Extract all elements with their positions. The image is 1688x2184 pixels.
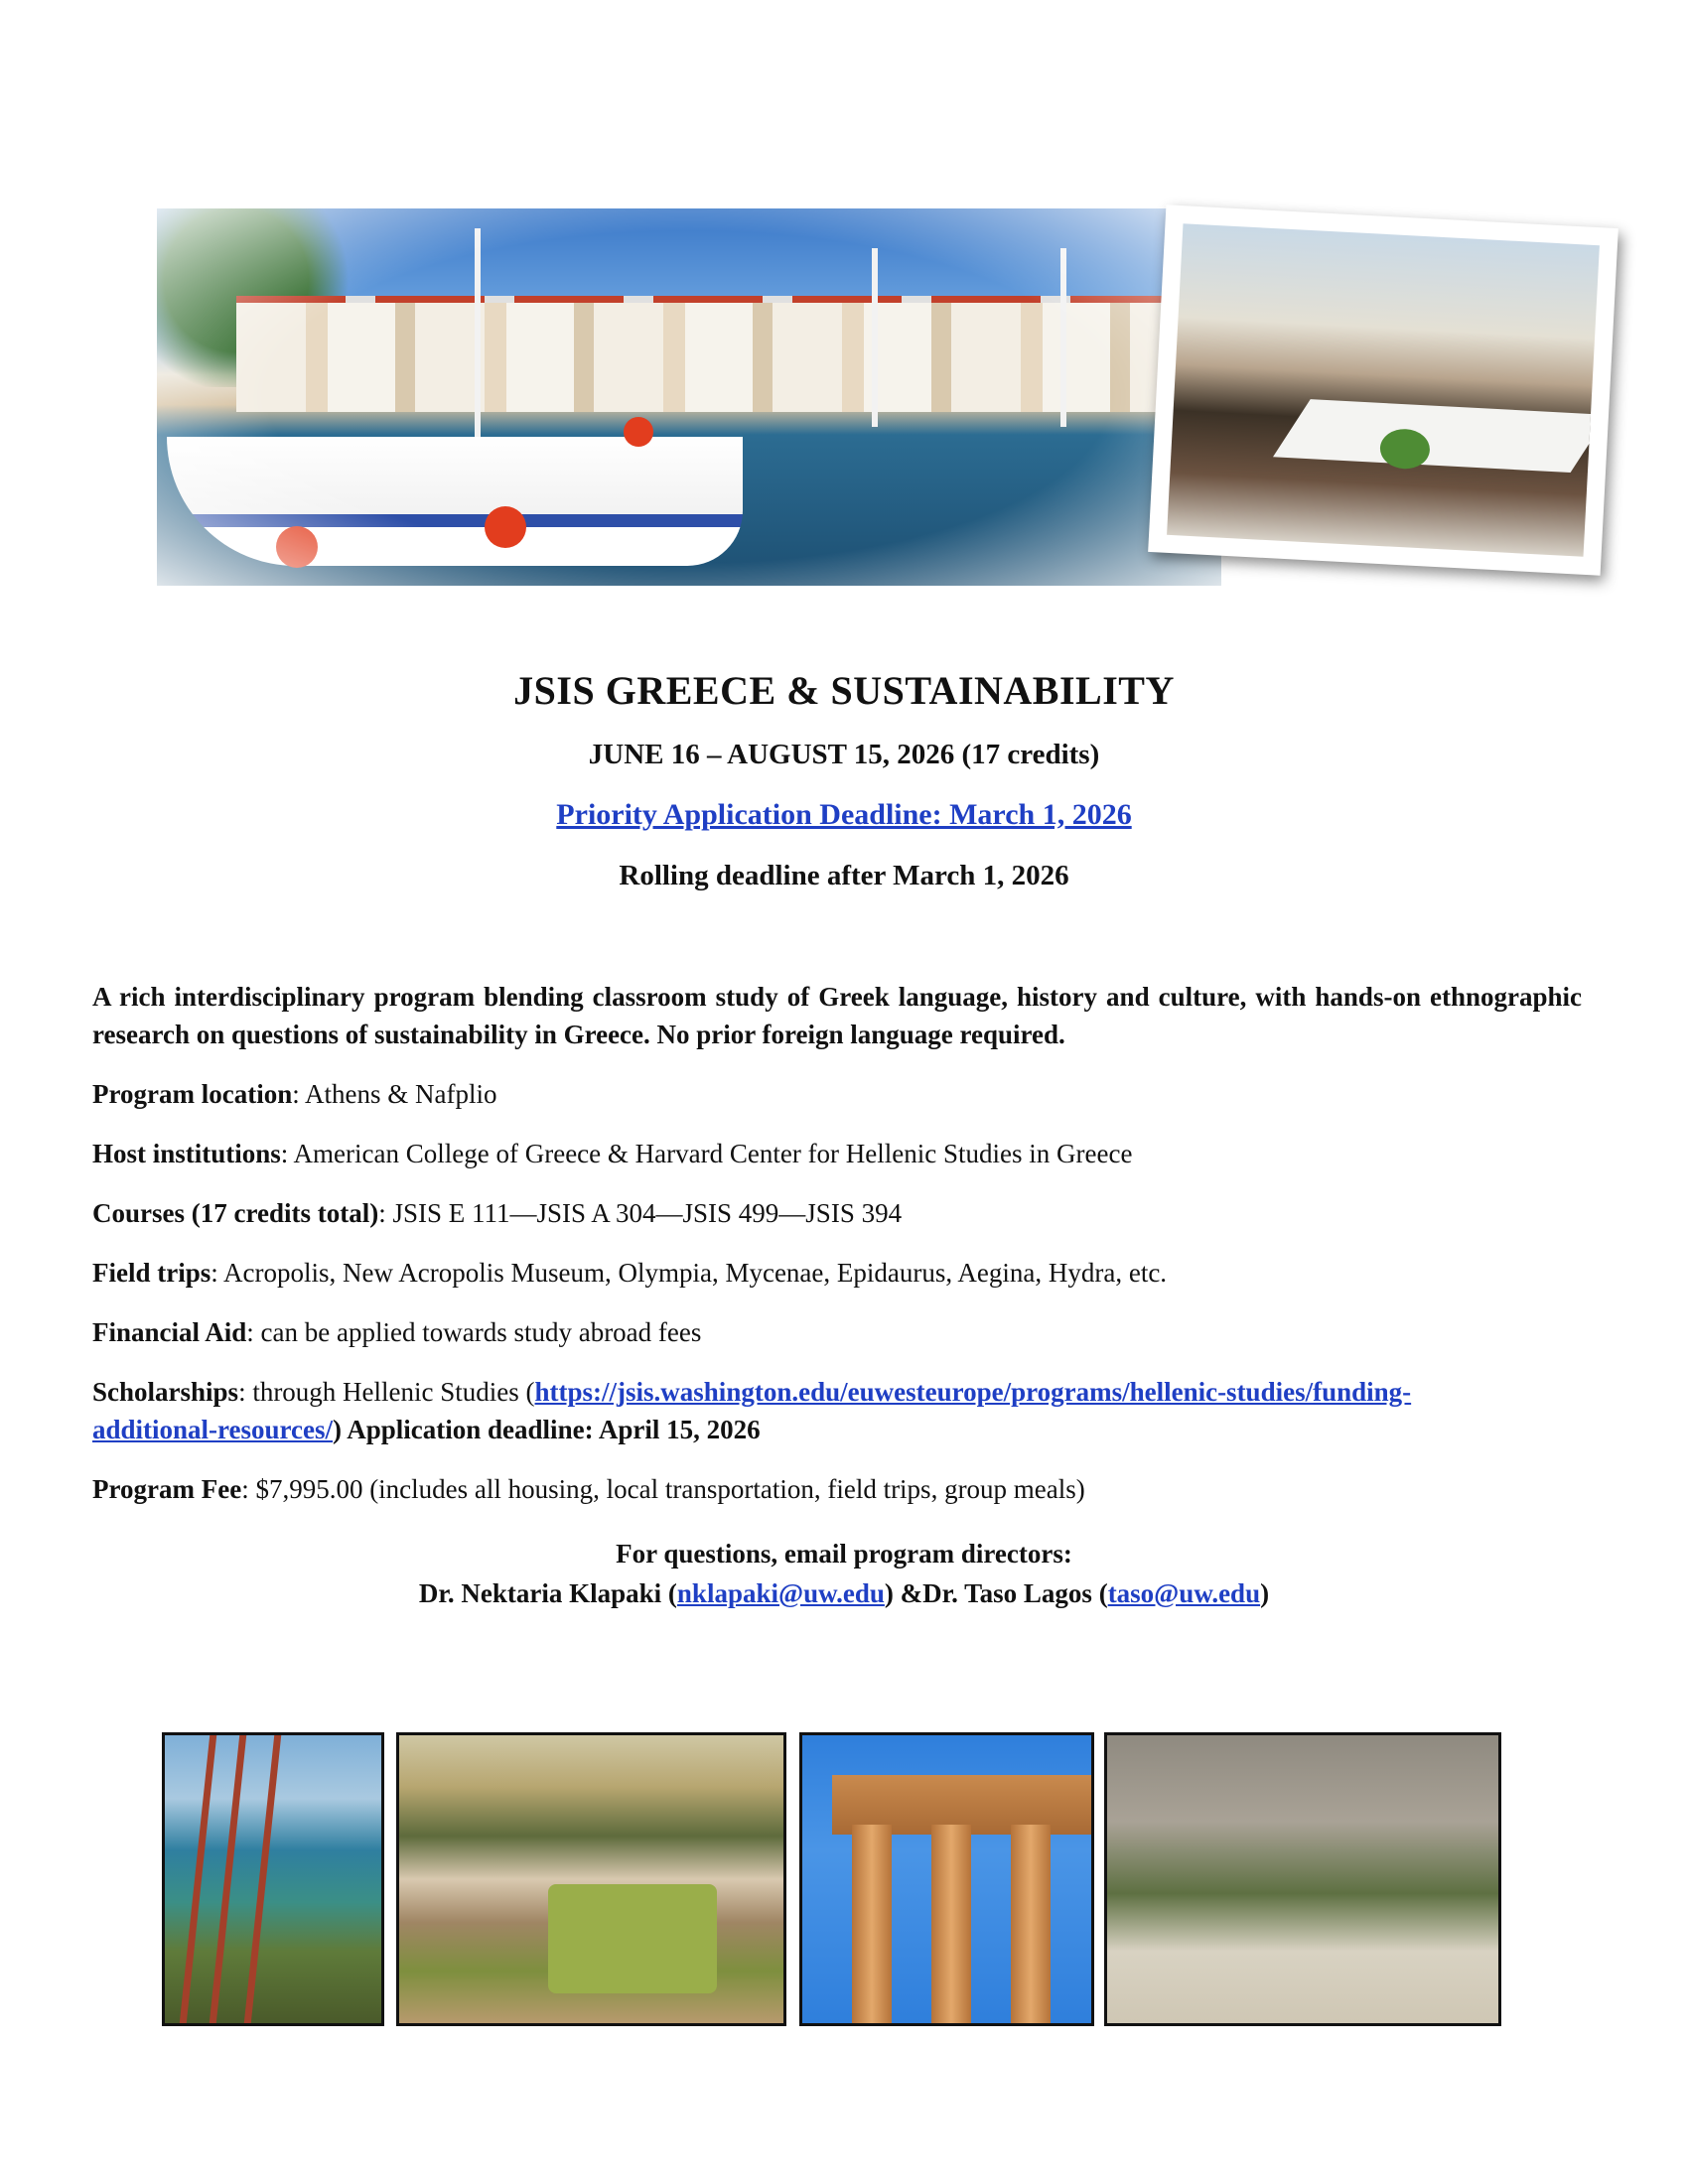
scholarship-link-continued[interactable]: additional-resources/	[92, 1415, 334, 1444]
host-value: : American College of Greece & Harvard Center for Hellenic Studies in Greece	[280, 1139, 1133, 1168]
parthenon-photo	[799, 1732, 1094, 2026]
courses	[92, 1194, 1602, 1232]
program-location	[92, 1075, 1602, 1113]
program-description: A rich interdisciplinary program blending classroom study of Greek language, history and culture, with hands-on ethnographic research on questions of sustainability in Greece. No prior foreign language required.	[92, 982, 1582, 1049]
page-title: JSIS GREECE & SUSTAINABILITY	[513, 668, 1175, 713]
contact-heading: For questions, email program directors:	[616, 1539, 1072, 1569]
program-dates: JUNE 16 – AUGUST 15, 2026 (17 credits)	[588, 739, 1100, 770]
rolling-deadline: Rolling deadline after March 1, 2026	[619, 860, 1069, 891]
priority-deadline-link[interactable]: Priority Application Deadline: March 1, 2026	[556, 798, 1132, 831]
contact-closing: )	[1260, 1578, 1270, 1608]
email-link-lagos[interactable]: taso@uw.edu	[1107, 1578, 1261, 1608]
financial-aid-label: Financial Aid	[92, 1317, 247, 1347]
location-label: Program location	[92, 1079, 293, 1109]
email-link-klapaki[interactable]: nklapaki@uw.edu	[676, 1578, 885, 1608]
scholarships-continued	[92, 1411, 1602, 1448]
priority-deadline	[0, 798, 1688, 832]
host-label: Host institutions	[92, 1139, 281, 1168]
contact-block	[0, 1534, 1688, 1613]
scholarship-deadline: ) Application deadline: April 15, 2026	[333, 1415, 761, 1444]
courses-value: : JSIS E 111—JSIS A 304—JSIS 499—JSIS 394	[378, 1198, 903, 1228]
program-fee	[92, 1470, 1602, 1508]
contact-directors	[0, 1573, 1688, 1613]
field-trips	[92, 1254, 1602, 1292]
scholarship-link[interactable]: https://jsis.washington.edu/euwesteurope/programs/hellenic-studies/funding-	[534, 1377, 1412, 1407]
coastline-photo	[162, 1732, 384, 2026]
location-value: : Athens & Nafplio	[292, 1079, 497, 1109]
harbor-photo	[157, 208, 1221, 586]
delphi-ruins-photo	[1104, 1732, 1501, 2026]
program-fee-label: Program Fee	[92, 1474, 242, 1504]
field-trips-value: : Acropolis, New Acropolis Museum, Olympia, Mycenae, Epidaurus, Aegina, Hydra, etc.	[211, 1258, 1168, 1288]
director-2-name: ) &Dr. Taso Lagos (	[884, 1578, 1108, 1608]
financial-aid-value: : can be applied towards study abroad fees	[246, 1317, 702, 1347]
courses-label: Courses (17 credits total)	[92, 1198, 379, 1228]
group-dinner-polaroid-photo	[1148, 205, 1618, 575]
program-fee-value: : $7,995.00 (includes all housing, local transportation, field trips, group meals)	[241, 1474, 1085, 1504]
financial-aid	[92, 1313, 1602, 1351]
scholarships-label: Scholarships	[92, 1377, 239, 1407]
outdoor-dining-photo	[396, 1732, 786, 2026]
host-institutions	[92, 1135, 1602, 1172]
scholarships-value: : through Hellenic Studies (	[238, 1377, 535, 1407]
scholarships	[92, 1373, 1602, 1411]
field-trips-label: Field trips	[92, 1258, 211, 1288]
director-1-name: Dr. Nektaria Klapaki (	[418, 1578, 677, 1608]
